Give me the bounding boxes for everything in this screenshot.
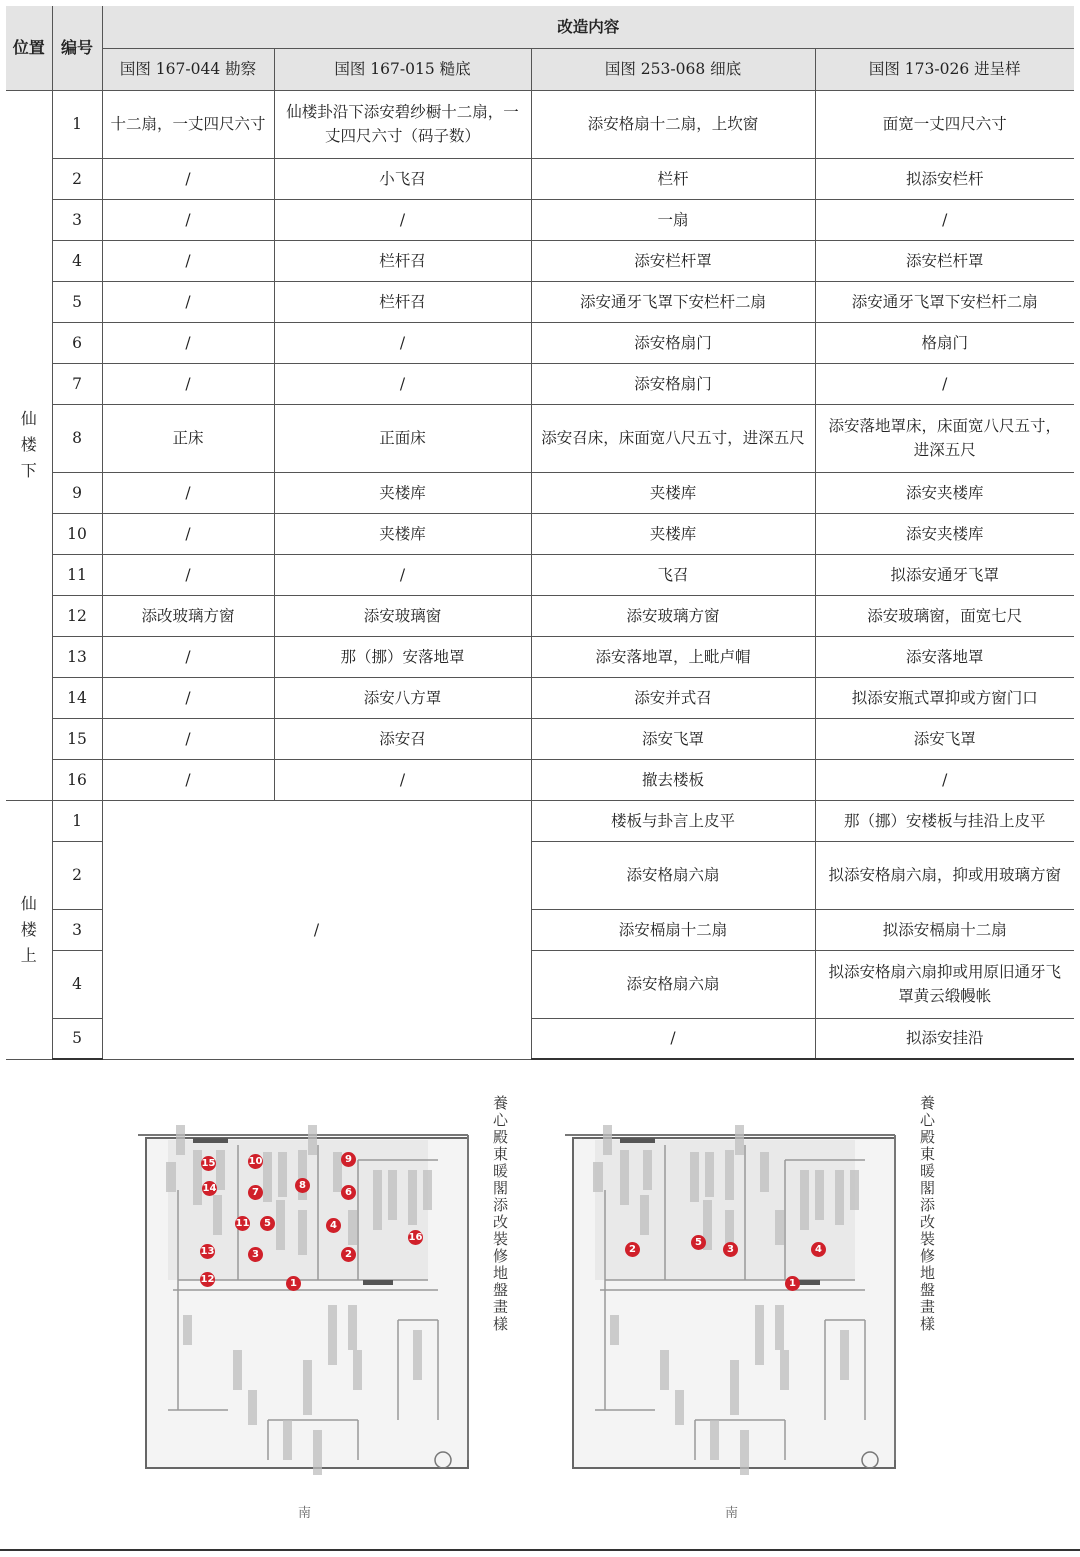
content-cell: 添安栏杆罩: [531, 240, 815, 281]
row-number: 7: [52, 363, 102, 404]
content-cell: 拟添安格扇六扇，抑或用玻璃方窗: [815, 841, 1074, 909]
header-position: 位置: [6, 6, 52, 90]
plan-marker-9: 9: [341, 1152, 356, 1167]
row-number: 10: [52, 513, 102, 554]
row-number: 15: [52, 718, 102, 759]
content-cell: /: [274, 199, 531, 240]
plan-marker-2: 2: [341, 1247, 356, 1262]
content-cell: /: [102, 759, 274, 800]
renovation-table: [6, 6, 1074, 1060]
row-number: 13: [52, 636, 102, 677]
floor-plan-lower: [138, 1090, 508, 1530]
plan-marker-5: 5: [691, 1235, 706, 1250]
content-cell: 格扇门: [815, 322, 1074, 363]
row-number: 4: [52, 950, 102, 1018]
row-number: 12: [52, 595, 102, 636]
plan-marker-3: 3: [723, 1242, 738, 1257]
content-cell: 那（挪）安落地罩: [274, 636, 531, 677]
plan-marker-4: 4: [811, 1242, 826, 1257]
plan-marker-16: 16: [408, 1232, 423, 1243]
row-number: 1: [52, 800, 102, 841]
content-cell: /: [102, 322, 274, 363]
content-cell: 添安格扇门: [531, 363, 815, 404]
content-cell: 拟添安槅扇十二扇: [815, 909, 1074, 950]
content-cell: /: [815, 199, 1074, 240]
row-number: 2: [52, 158, 102, 199]
plan-marker-12: 12: [200, 1274, 215, 1285]
plan-marker-4: 4: [326, 1218, 341, 1233]
plan-title: 養心殿東暖閣添改裝修地盤畫樣: [918, 1095, 936, 1333]
plan-marker-14: 14: [202, 1183, 217, 1194]
plan-marker-15: 15: [201, 1158, 216, 1169]
header-number: 编号: [52, 6, 102, 90]
row-number: 16: [52, 759, 102, 800]
content-cell: 正床: [102, 404, 274, 472]
plan-marker-7: 7: [248, 1185, 263, 1200]
position-cell: 仙 楼 下: [6, 90, 52, 800]
content-cell: 面宽一丈四尺六寸: [815, 90, 1074, 158]
plan-marker-13: 13: [200, 1246, 215, 1257]
content-cell: 添安玻璃窗: [274, 595, 531, 636]
content-cell: 拟添安挂沿: [815, 1018, 1074, 1059]
row-number: 3: [52, 199, 102, 240]
row-number: 5: [52, 1018, 102, 1059]
content-cell: 夹楼库: [274, 472, 531, 513]
content-cell: 添安夹楼库: [815, 513, 1074, 554]
merged-empty-cell: /: [102, 800, 531, 1059]
content-cell: 添安夹楼库: [815, 472, 1074, 513]
content-cell: /: [274, 363, 531, 404]
content-cell: 添安栏杆罩: [815, 240, 1074, 281]
plan-marker-2: 2: [625, 1242, 640, 1257]
content-cell: /: [274, 759, 531, 800]
content-cell: 正面床: [274, 404, 531, 472]
content-cell: /: [102, 677, 274, 718]
content-cell: 添安格扇十二扇，上坎窗: [531, 90, 815, 158]
content-cell: 一扇: [531, 199, 815, 240]
content-cell: 添安并式召: [531, 677, 815, 718]
content-cell: /: [102, 718, 274, 759]
content-cell: 添安飞罩: [531, 718, 815, 759]
content-cell: 拟添安栏杆: [815, 158, 1074, 199]
content-cell: /: [815, 759, 1074, 800]
content-cell: /: [102, 363, 274, 404]
content-cell: /: [102, 554, 274, 595]
content-cell: 添安飞罩: [815, 718, 1074, 759]
content-cell: 楼板与卦言上皮平: [531, 800, 815, 841]
content-cell: 栏杆召: [274, 240, 531, 281]
south-label: 南: [298, 1506, 312, 1521]
row-number: 8: [52, 404, 102, 472]
content-cell: 添改玻璃方窗: [102, 595, 274, 636]
content-cell: /: [274, 554, 531, 595]
plan-drawing: [565, 1090, 935, 1530]
plan-marker-6: 6: [341, 1185, 356, 1200]
content-cell: 添安落地罩: [815, 636, 1074, 677]
content-cell: /: [102, 281, 274, 322]
content-cell: 栏杆: [531, 158, 815, 199]
plan-marker-1: 1: [785, 1276, 800, 1291]
content-cell: 拟添安格扇六扇抑或用原旧通牙飞罩黄云缎幔帐: [815, 950, 1074, 1018]
plan-marker-8: 8: [295, 1178, 310, 1193]
content-cell: 添安格扇六扇: [531, 950, 815, 1018]
plan-marker-10: 10: [248, 1156, 263, 1167]
row-number: 1: [52, 90, 102, 158]
header-content: 改造内容: [102, 6, 1074, 48]
content-cell: 添安格扇六扇: [531, 841, 815, 909]
content-cell: 添安落地罩床，床面宽八尺五寸，进深五尺: [815, 404, 1074, 472]
content-cell: /: [102, 240, 274, 281]
row-number: 11: [52, 554, 102, 595]
content-cell: 拟添安瓶式罩抑或方窗门口: [815, 677, 1074, 718]
row-number: 3: [52, 909, 102, 950]
content-cell: /: [815, 363, 1074, 404]
header-source-1: 国图 167-044 勘察: [102, 48, 274, 90]
plan-marker-11: 11: [235, 1218, 250, 1229]
row-number: 2: [52, 841, 102, 909]
row-number: 4: [52, 240, 102, 281]
plan-marker-1: 1: [286, 1276, 301, 1291]
content-cell: 拟添安通牙飞罩: [815, 554, 1074, 595]
content-cell: 添安格扇门: [531, 322, 815, 363]
row-number: 14: [52, 677, 102, 718]
content-cell: /: [102, 472, 274, 513]
header-source-2: 国图 167-015 糙底: [274, 48, 531, 90]
content-cell: 栏杆召: [274, 281, 531, 322]
content-cell: 飞召: [531, 554, 815, 595]
bottom-rule: [0, 1549, 1080, 1551]
content-cell: 添安槅扇十二扇: [531, 909, 815, 950]
content-cell: 那（挪）安楼板与挂沿上皮平: [815, 800, 1074, 841]
content-cell: 添安玻璃窗，面宽七尺: [815, 595, 1074, 636]
header-source-4: 国图 173-026 进呈样: [815, 48, 1074, 90]
plan-marker-5: 5: [260, 1216, 275, 1231]
content-cell: /: [274, 322, 531, 363]
content-cell: /: [531, 1018, 815, 1059]
content-cell: 夹楼库: [274, 513, 531, 554]
content-cell: 夹楼库: [531, 472, 815, 513]
content-cell: 添安通牙飞罩下安栏杆二扇: [531, 281, 815, 322]
content-cell: 添安八方罩: [274, 677, 531, 718]
plan-marker-3: 3: [248, 1247, 263, 1262]
content-cell: 小飞召: [274, 158, 531, 199]
header-source-3: 国图 253-068 细底: [531, 48, 815, 90]
row-number: 9: [52, 472, 102, 513]
content-cell: 添安召: [274, 718, 531, 759]
floor-plan-upper: [565, 1090, 935, 1530]
position-cell: 仙 楼 上: [6, 800, 52, 1059]
plan-drawing: [138, 1090, 508, 1530]
content-cell: 添安玻璃方窗: [531, 595, 815, 636]
content-cell: 添安通牙飞罩下安栏杆二扇: [815, 281, 1074, 322]
content-cell: 添安落地罩，上毗卢帽: [531, 636, 815, 677]
south-label: 南: [725, 1506, 739, 1521]
content-cell: /: [102, 513, 274, 554]
content-cell: 夹楼库: [531, 513, 815, 554]
content-cell: 添安召床，床面宽八尺五寸，进深五尺: [531, 404, 815, 472]
content-cell: /: [102, 636, 274, 677]
row-number: 5: [52, 281, 102, 322]
row-number: 6: [52, 322, 102, 363]
content-cell: /: [102, 199, 274, 240]
content-cell: 十二扇，一丈四尺六寸: [102, 90, 274, 158]
content-cell: /: [102, 158, 274, 199]
content-cell: 仙楼卦沿下添安碧纱橱十二扇，一丈四尺六寸（码子数）: [274, 90, 531, 158]
content-cell: 撤去楼板: [531, 759, 815, 800]
plan-title: 養心殿東暖閣添改裝修地盤畫樣: [491, 1095, 509, 1333]
